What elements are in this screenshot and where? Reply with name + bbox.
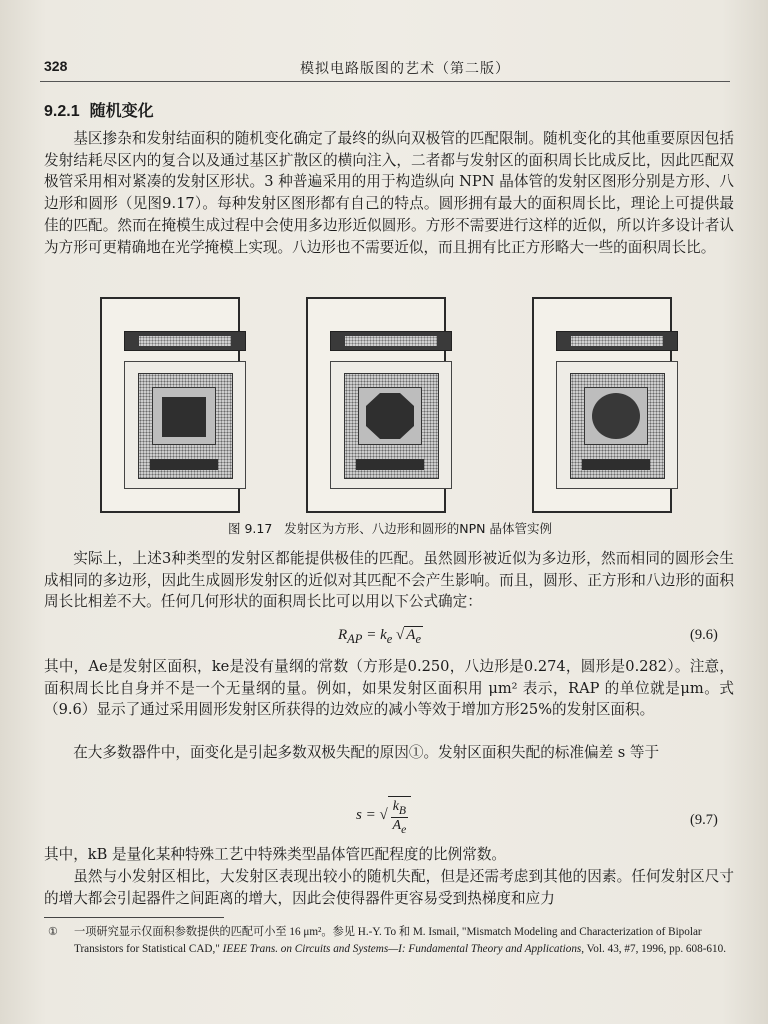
eq2-num-k: k (392, 799, 399, 814)
equation-number-9-6: (9.6) (690, 627, 718, 643)
eq2-lhs: s = (356, 807, 380, 824)
eq2-den-a: A (392, 817, 402, 833)
eq1-lhs-sub: AP (347, 632, 363, 646)
sqrt-icon: √ (379, 807, 388, 824)
footnote-mark: ① (48, 926, 59, 938)
footnote (48, 924, 734, 958)
base-contact (150, 459, 218, 470)
figure-caption-text: 发射区为方形、八边形和圆形的NPN 晶体管实例 (284, 521, 553, 536)
eq1-lhs: R (338, 627, 348, 643)
eq1-equals-k: = k (362, 627, 387, 643)
figure-number: 图 9.17 (227, 521, 273, 536)
figure-caption (100, 519, 680, 537)
section-heading (44, 98, 154, 121)
octagon-emitter-contact (366, 393, 414, 439)
eq2-numerator (391, 799, 408, 818)
footnote-text-1: 一项研究显示仅面积参数提供的匹配可小至 16 μm²。参见 H.-Y. To 和 M. Ismail, "Mismatch Modeling and Characterization of Bipolar Transistors for Statistical CAD," (74, 926, 702, 955)
eq2-num-sub: B (398, 803, 407, 817)
sqrt-icon: √ (396, 627, 405, 643)
equation-number-9-7: (9.7) (690, 812, 718, 828)
running-head: 模拟电路版图的艺术（第二版） (300, 61, 510, 77)
paragraph-2: 实际上，上述3种类型的发射区都能提供极佳的匹配。虽然圆形被近似为多边形，然而相同的圆形会生成相同的多边形，因此生成圆形发射区的近似对其匹配不会产生影响。而且，圆形、正方形和八边形的面积周长比相差不大。任何几何形状的面积周长比可以用以下公式确定： (44, 550, 734, 611)
base-contact (356, 459, 424, 470)
base-contact (582, 459, 650, 470)
footnote-journal: IEEE Trans. on Circuits and Systems—I: Fundamental Theory and Applications (222, 943, 582, 955)
equation-9-6 (338, 626, 423, 647)
collector-contact (330, 331, 452, 351)
circle-emitter-contact (592, 393, 640, 439)
section-number: 9.2.1 (44, 103, 80, 120)
paragraph-6: 虽然与小发射区相比，大发射区表现出较小的随机失配，但是还需考虑到其他的因素。任何发射区尺寸的增大都会引起器件之间距离的增大，因此会使得器件更容易受到热梯度和应力 (44, 868, 734, 907)
footnote-text-2: , Vol. 43, #7, 1996, pp. 608-610. (581, 943, 727, 955)
paragraph-1: 基区掺杂和发射结面积的随机变化确定了最终的纵向双极管的匹配限制。随机变化的其他重要原因包括发射结耗尽区内的复合以及通过基区扩散区的横向注入，二者都与发射区的面积周长比成反比，因此匹配双极管采用相对紧凑的发射区形状。3 种普遍采用的用于构造纵向 NPN 晶体管的发射区图形分别是方形、八边形和圆形（见图9.17）。每种发射区图形都有自己的特点。圆形拥有最大的面积周长比，理论上可提供最佳的匹配。然而在掩模生成过程中会使用多边形近似圆形。方形不需要进行这样的近似，所以许多设计者认为方形可更精确地在光学掩模上实现。八边形也不需要近似，而且拥有比正方形略大一些的面积周长比。 (44, 130, 734, 256)
collector-contact (556, 331, 678, 351)
eq2-fraction (388, 796, 411, 836)
eq2-den-sub: e (401, 822, 407, 836)
paragraph-5: 其中，kB 是量化某种特殊工艺中特殊类型晶体管匹配程度的比例常数。 (44, 846, 507, 863)
paragraph-3: 其中，Ae是发射区面积，ke是没有量纲的常数（方形是0.250，八边形是0.274，圆形是0.282）。注意，面积周长比自身并不是一个无量纲的量。例如，如果发射区面积用 μm² 表示，RAP 的单位就是μm。式（9.6）显示了通过采用圆形发射区所获得的边效应的减小等效于增加方形25%的发射区面积。 (44, 658, 734, 719)
eq1-k-sub: e (386, 632, 393, 646)
paragraph-4: 在大多数器件中，面变化是引起多数双极失配的原因①。发射区面积失配的标准偏差 s 等于 (73, 744, 660, 761)
square-emitter-contact (162, 397, 206, 437)
square-emitter-panel (100, 297, 240, 513)
footnote-rule (44, 917, 224, 918)
equation-9-7 (356, 796, 411, 836)
octagon-emitter-panel (306, 297, 446, 513)
circle-emitter-panel (532, 297, 672, 513)
page-header (40, 56, 730, 82)
eq1-radicand (404, 626, 423, 647)
page-number: 328 (44, 58, 68, 74)
eq1-radicand-a: A (406, 627, 416, 643)
collector-contact (124, 331, 246, 351)
section-title: 随机变化 (89, 103, 154, 120)
eq2-denominator (393, 818, 407, 836)
figure-9-17 (100, 297, 680, 536)
eq1-radicand-sub: e (415, 632, 422, 646)
